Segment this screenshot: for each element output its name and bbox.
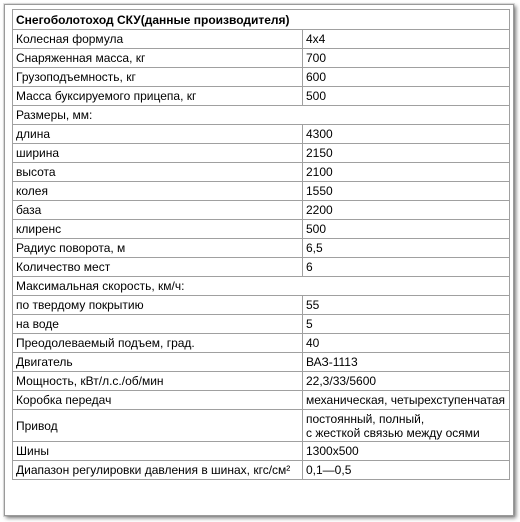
row-label: Мощность, кВт/л.с./об/мин (13, 372, 303, 391)
spec-table (12, 9, 510, 480)
table-row (13, 30, 510, 49)
table-row (13, 296, 510, 315)
row-value: 2200 (303, 201, 510, 220)
table-row (13, 372, 510, 391)
row-label: Радиус поворота, м (13, 239, 303, 258)
row-value: 1300х500 (303, 442, 510, 461)
row-value: ВАЗ-1113 (303, 353, 510, 372)
table-row (13, 49, 510, 68)
table-row (13, 68, 510, 87)
row-value: 600 (303, 68, 510, 87)
row-label: клиренс (13, 220, 303, 239)
spec-table-panel (4, 4, 514, 516)
row-value: 40 (303, 334, 510, 353)
row-value: 2100 (303, 163, 510, 182)
row-value: 4x4 (303, 30, 510, 49)
row-value: 500 (303, 220, 510, 239)
table-row (13, 144, 510, 163)
table-row (13, 163, 510, 182)
row-label: Грузоподъемность, кг (13, 68, 303, 87)
table-row (13, 442, 510, 461)
row-label: по твердому покрытию (13, 296, 303, 315)
row-label: Шины (13, 442, 303, 461)
table-row (13, 201, 510, 220)
row-label: Диапазон регулировки давления в шинах, кгс/см² (13, 461, 303, 480)
row-value: 2150 (303, 144, 510, 163)
row-value: 6 (303, 258, 510, 277)
row-value-line: с жесткой связью между осями (306, 425, 480, 440)
table-row (13, 239, 510, 258)
row-label: длина (13, 125, 303, 144)
row-label: Количество мест (13, 258, 303, 277)
section-row-max-speed (13, 277, 510, 296)
section-row-dimensions (13, 106, 510, 125)
table-row (13, 391, 510, 410)
row-value: 0,1—0,5 (303, 461, 510, 480)
table-row (13, 87, 510, 106)
row-label: высота (13, 163, 303, 182)
row-label: база (13, 201, 303, 220)
row-value: 1550 (303, 182, 510, 201)
row-label: Масса буксируемого прицепа, кг (13, 87, 303, 106)
row-value: 55 (303, 296, 510, 315)
row-value: 700 (303, 49, 510, 68)
row-label: Преодолеваемый подъем, град. (13, 334, 303, 353)
row-value: 500 (303, 87, 510, 106)
section-label: Размеры, мм: (13, 106, 510, 125)
table-row (13, 353, 510, 372)
table-row (13, 334, 510, 353)
table-row (13, 315, 510, 334)
row-value: 6,5 (303, 239, 510, 258)
row-value: 4300 (303, 125, 510, 144)
table-row (13, 125, 510, 144)
table-title: Снегоболотоход СКУ(данные производителя) (13, 10, 510, 30)
row-value (303, 410, 510, 442)
row-value: 22,3/33/5600 (303, 372, 510, 391)
table-title-row (13, 10, 510, 30)
row-label: Колесная формула (13, 30, 303, 49)
table-row (13, 182, 510, 201)
row-label: колея (13, 182, 303, 201)
table-row (13, 410, 510, 442)
section-label: Максимальная скорость, км/ч: (13, 277, 510, 296)
row-value: 5 (303, 315, 510, 334)
table-row (13, 461, 510, 480)
row-value: механическая, четырехступенчатая (303, 391, 510, 410)
row-label: Привод (13, 410, 303, 442)
row-label: ширина (13, 144, 303, 163)
row-label: Двигатель (13, 353, 303, 372)
row-label: Коробка передач (13, 391, 303, 410)
row-value-line: постоянный, полный, (306, 411, 425, 426)
table-row (13, 220, 510, 239)
row-label: на воде (13, 315, 303, 334)
table-row (13, 258, 510, 277)
row-label: Снаряженная масса, кг (13, 49, 303, 68)
